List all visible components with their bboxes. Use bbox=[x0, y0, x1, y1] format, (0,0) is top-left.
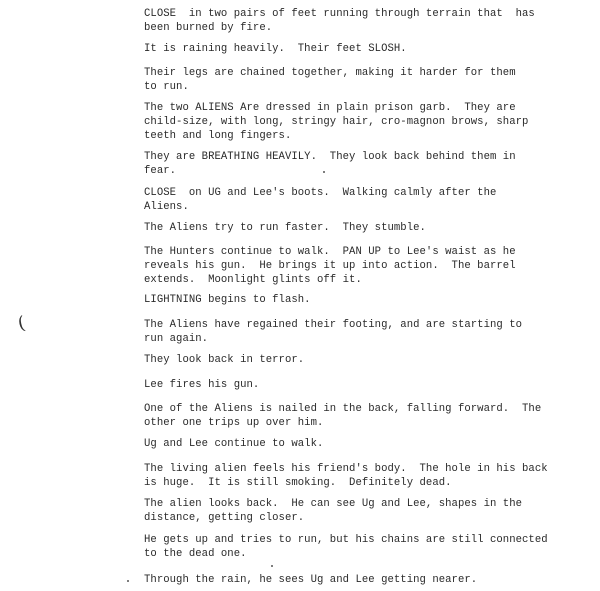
margin-mark: ( bbox=[15, 312, 28, 335]
action-paragraph-2: It is raining heavily. Their feet SLOSH. bbox=[144, 43, 407, 55]
scan-speck bbox=[127, 580, 129, 582]
action-paragraph-18: Through the rain, he sees Ug and Lee getting nearer. bbox=[144, 574, 478, 586]
action-paragraph-14: Ug and Lee continue to walk. bbox=[144, 438, 324, 450]
action-paragraph-9: LIGHTNING begins to flash. bbox=[144, 294, 311, 306]
action-paragraph-8: The Hunters continue to walk. PAN UP to Lee's waist as he reveals his gun. He brings it up into action. The barrel extends. Moonlight glints off it. bbox=[144, 246, 516, 286]
action-paragraph-10: The Aliens have regained their footing, and are starting to run again. bbox=[144, 319, 523, 345]
action-paragraph-13: One of the Aliens is nailed in the back, falling forward. The other one trips up over him. bbox=[144, 403, 542, 429]
action-paragraph-7: The Aliens try to run faster. They stumble. bbox=[144, 222, 426, 234]
action-paragraph-3: Their legs are chained together, making it harder for them to run. bbox=[144, 67, 516, 93]
action-paragraph-1: CLOSE in two pairs of feet running through terrain that has been burned by fire. bbox=[144, 8, 535, 34]
action-paragraph-4: The two ALIENS Are dressed in plain prison garb. They are child-size, with long, stringy hair, cro-magnon brows, sharp teeth and long fingers. bbox=[144, 102, 529, 142]
action-paragraph-12: Lee fires his gun. bbox=[144, 379, 260, 391]
scan-speck bbox=[271, 565, 273, 567]
action-paragraph-15: The living alien feels his friend's body. The hole in his back is huge. It is still smoking. Definitely dead. bbox=[144, 463, 548, 489]
scan-speck bbox=[323, 171, 325, 173]
action-paragraph-5: They are BREATHING HEAVILY. They look back behind them in fear. bbox=[144, 151, 516, 177]
action-paragraph-16: The alien looks back. He can see Ug and Lee, shapes in the distance, getting closer. bbox=[144, 498, 523, 524]
action-paragraph-11: They look back in terror. bbox=[144, 354, 305, 366]
action-paragraph-17: He gets up and tries to run, but his chains are still connected to the dead one. bbox=[144, 534, 548, 560]
action-paragraph-6: CLOSE on UG and Lee's boots. Walking calmly after the Aliens. bbox=[144, 187, 497, 213]
